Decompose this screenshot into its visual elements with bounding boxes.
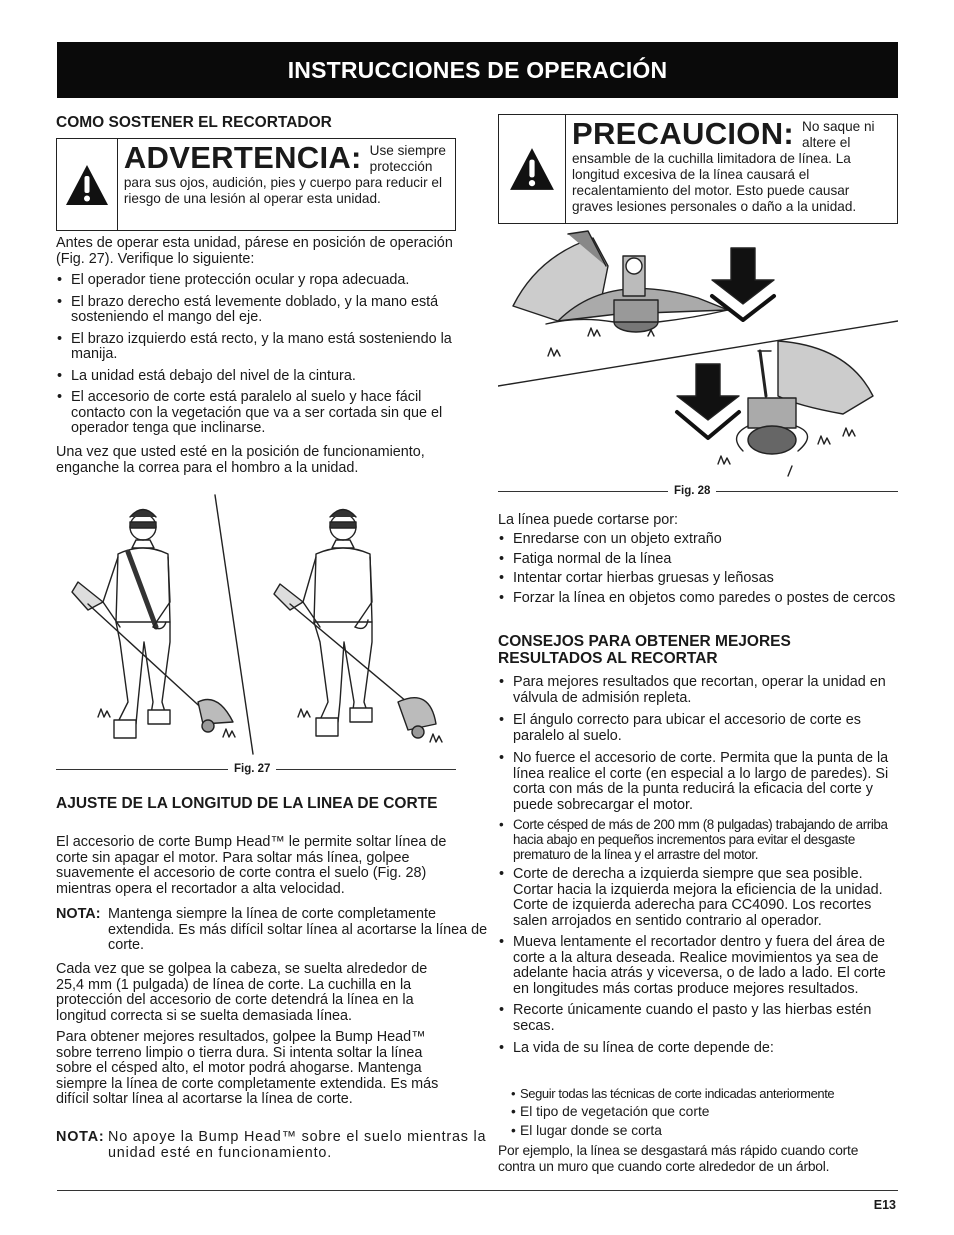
list-item: • La vida de su línea de corte depende de: xyxy=(498,1041,898,1057)
warning-triangle-icon xyxy=(499,115,566,223)
list-item: • Para mejores resultados que recortan, operar la unidad en válvula de admisión repleta. xyxy=(498,675,898,706)
warning-heading: ADVERTENCIA: xyxy=(123,140,362,175)
note-1 xyxy=(56,907,503,954)
bump-head-paragraph: El accesorio de corte Bump Head™ le permite soltar línea de corte sin apagar el motor. Para soltar más línea, golpee suavemente el accesorio de corte contra el suelo (Fig. 28) mientras opera el recortador a alta velocidad. xyxy=(56,834,447,897)
warning-text: Use siempre protección para sus ojos, audición, pies y cuerpo para reducir el riesgo de una lesión al operar esta unidad. xyxy=(123,143,446,206)
list-item: • Mueva lentamente el recortador dentro y fuera del área de corte a la altura deseada. Realice movimientos ya sea de adelante hacia atrás y viceversa, o de lado a lado. El corte en longitudes más cortas produce mejores resultados. xyxy=(498,935,898,997)
list-item: • El operador tiene protección ocular y ropa adecuada. xyxy=(56,273,456,289)
caution-text: No saque ni altere el ensamble de la cuchilla limitadora de línea. La longitud excesiva de la línea causará el recalentamiento del motor. Esto puede causar graves lesiones personales o daño a la unidad. xyxy=(572,119,875,214)
list-item: • El brazo izquierdo está recto, y la mano está sosteniendo la manija. xyxy=(56,332,456,363)
page-number: E13 xyxy=(873,1198,896,1212)
list-item: • El accesorio de corte está paralelo al suelo y hace fácil contacto con la vegetación que va a ser cortada sin que el operador tenga que inclinarse. xyxy=(56,390,456,437)
line-break-intro: La línea puede cortarse por: xyxy=(498,512,679,528)
line-life-sublist xyxy=(510,1086,898,1138)
list-item: • Corte de derecha a izquierda siempre que sea posible. Cortar hacia la izquierda mejora la eficiencia de la unidad. Corte de izquierda aderecha para CC4090. Los recortes salen arrojados en sentido contrario al operador. xyxy=(498,867,898,929)
caution-box xyxy=(498,114,898,224)
list-item: • El ángulo correcto para ubicar el accesorio de corte es paralelo al suelo. xyxy=(498,713,898,744)
tips-list xyxy=(498,675,898,1057)
list-item: • Forzar la línea en objetos como paredes o postes de cercos xyxy=(498,591,898,607)
list-item: • No fuerce el accesorio de corte. Permita que la punta de la línea realice el corte (en especial a lo largo de paredes). Si corta con más de la punta reducirá la eficacia del corte y puede sobrecargar el motor. xyxy=(498,751,898,813)
note-2 xyxy=(56,1130,503,1161)
list-item: • Recorte únicamente cuando el pasto y las hierbas estén secas. xyxy=(498,1003,898,1034)
holding-checklist xyxy=(56,273,456,437)
list-item: • El brazo derecho está levemente doblado, y la mano está sosteniendo el mango del eje. xyxy=(56,295,456,326)
list-item: • Intentar cortar hierbas gruesas y leñosas xyxy=(498,571,898,587)
note-text: No apoye la Bump Head™ sobre el suelo mientras la unidad esté en funcionamiento. xyxy=(108,1129,487,1161)
line-break-list xyxy=(498,532,898,606)
fig27-caption: Fig. 27 xyxy=(234,763,271,775)
caution-heading: PRECAUCION: xyxy=(572,116,795,151)
list-item: • El tipo de vegetación que corte xyxy=(510,1104,898,1120)
list-item: • Enredarse con un objeto extraño xyxy=(498,532,898,548)
list-item: • El lugar donde se corta xyxy=(510,1123,898,1139)
holding-intro: Antes de operar esta unidad, párese en posición de operación (Fig. 27). Verifique lo siguiente: xyxy=(56,235,453,267)
fig28-illustration xyxy=(498,226,898,481)
fig27-caption-row xyxy=(56,763,456,775)
fig27-illustration xyxy=(58,492,458,762)
warning-triangle-icon xyxy=(57,139,118,230)
closing-paragraph: Por ejemplo, la línea se desgastará más rápido cuando corte contra un muro que cuando corte alrededor de un árbol. xyxy=(498,1143,859,1174)
note-label: NOTA: xyxy=(56,1129,105,1145)
list-item: • Fatiga normal de la línea xyxy=(498,552,898,568)
note-label: NOTA: xyxy=(56,906,101,922)
list-item: • Corte césped de más de 200 mm (8 pulgadas) trabajando de arriba hacia abajo en pequeños incrementos para evitar el desgaste prematuro de la línea y el arrastre del motor. xyxy=(498,817,898,862)
fig28-caption-row xyxy=(498,485,898,497)
line-release-paragraph: Cada vez que se golpea la cabeza, se suelta alrededor de 25,4 mm (1 pulgada) de línea de corte. La cuchilla en la protección del accesorio de corte detendrá la línea en la longitud correcta si se suelta demasiada línea. xyxy=(56,961,428,1024)
best-results-paragraph: Para obtener mejores resultados, golpee la Bump Head™ sobre terreno limpio o tierra dura. Si intenta soltar la línea sobre el césped alto, el motor podrá ahogarse. Mantenga siempre la línea de corte completamente extendida. Es más difícil soltar línea al acortarse la línea de corte. xyxy=(56,1029,439,1107)
section-header xyxy=(57,42,898,98)
warning-box xyxy=(56,138,456,231)
line-length-section-title: AJUSTE DE LA LONGITUD DE LA LINEA DE CORTE xyxy=(56,795,438,812)
list-item: • La unidad está debajo del nivel de la cintura. xyxy=(56,369,456,385)
strap-paragraph: Una vez que usted esté en la posición de funcionamiento, enganche la correa para el hombro a la unidad. xyxy=(56,444,425,476)
note-text: Mantenga siempre la línea de corte completamente extendida. Es más difícil soltar línea al acortarse la línea de corte. xyxy=(108,906,488,953)
section-title: INSTRUCCIONES DE OPERACIÓN xyxy=(287,56,668,83)
list-item: • Seguir todas las técnicas de corte indicadas anteriormente xyxy=(510,1086,898,1101)
tips-section-title: CONSEJOS PARA OBTENER MEJORES RESULTADOS AL RECORTAR xyxy=(498,633,791,667)
holding-section-title: COMO SOSTENER EL RECORTADOR xyxy=(56,114,332,131)
footer-divider xyxy=(57,1190,898,1191)
fig28-caption: Fig. 28 xyxy=(674,485,711,497)
